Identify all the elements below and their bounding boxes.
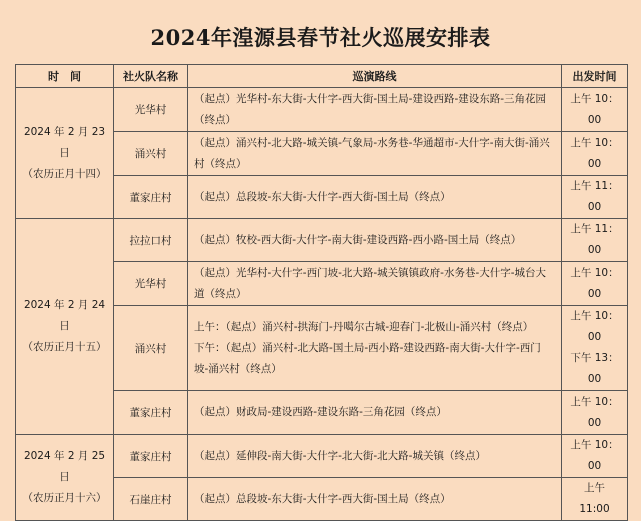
team-name-cell: 董家庄村 xyxy=(114,391,188,435)
team-name-cell: 石崖庄村 xyxy=(114,478,188,521)
route-text: 上午：（起点）涌兴村-拱海门-丹噶尔古城-迎春门-北极山-涌兴村（终点） 下午：（起点）涌兴村-北大路-国土局-西小路-建设西路-南大街-大什字-西门坡-涌兴村（终点） xyxy=(194,320,541,375)
team-name-cell: 涌兴村 xyxy=(114,132,188,176)
schedule-table xyxy=(15,64,628,521)
depart-time-text: 上午 10：00 xyxy=(570,266,619,300)
depart-time-cell xyxy=(562,478,628,521)
route-cell xyxy=(188,306,562,391)
depart-time-cell xyxy=(562,435,628,478)
schedule-body xyxy=(16,88,628,521)
depart-time-text: 下午 13：00 xyxy=(570,352,619,385)
depart-time-cell xyxy=(562,262,628,306)
date-cell xyxy=(16,435,114,521)
header-depart-time: 出发时间 xyxy=(562,65,628,88)
date-cell xyxy=(16,88,114,219)
route-text: （起点）牧校-西大街-大什字-南大街-建设西路-西小路-国土局（终点） xyxy=(194,233,522,246)
route-cell xyxy=(188,132,562,176)
depart-time-cell xyxy=(562,132,628,176)
lunar-date-text: （农历正月十五） xyxy=(22,341,107,353)
schedule-row xyxy=(16,435,628,478)
depart-time-text: 上午 10：00 xyxy=(570,136,619,170)
route-cell xyxy=(188,478,562,521)
depart-time-cell xyxy=(562,306,628,391)
team-name-cell: 董家庄村 xyxy=(114,176,188,219)
page-title: 2024年湟源县春节社火巡展安排表 xyxy=(150,25,491,50)
date-text: 2024 年 2 月 24 日 xyxy=(23,299,106,332)
route-text: （起点）光华村-大什字-西门坡-北大路-城关镇镇政府-水务巷-大什字-城台大道（终点） xyxy=(194,266,547,300)
team-name-cell: 光华村 xyxy=(114,88,188,132)
date-text: 2024 年 2 月 25 日 xyxy=(23,450,106,483)
depart-time-text: 上午 11：00 xyxy=(570,223,619,256)
date-text: 2024 年 2 月 23 日 xyxy=(23,125,106,159)
header-route: 巡演路线 xyxy=(188,65,562,88)
team-name-cell: 光华村 xyxy=(114,262,188,306)
route-cell xyxy=(188,176,562,219)
route-cell xyxy=(188,391,562,435)
depart-time-text: 上午 11：00 xyxy=(570,180,619,213)
header-row xyxy=(16,65,628,88)
schedule-row xyxy=(16,219,628,262)
route-cell xyxy=(188,435,562,478)
route-text: （起点）总段坡-东大街-大什字-西大街-国土局（终点） xyxy=(194,492,451,505)
depart-time-text: 上午 10：00 xyxy=(570,92,619,126)
date-cell xyxy=(16,219,114,435)
team-name-cell: 拉拉口村 xyxy=(114,219,188,262)
depart-time-text: 上午 10：00 xyxy=(570,395,619,429)
route-text: （起点）延伸段-南大街-大什字-北大街-北大路-城关镇（终点） xyxy=(194,449,486,462)
route-text: （起点）总段坡-东大街-大什字-西大街-国土局（终点） xyxy=(194,190,451,203)
depart-time-text: 上午 10：00 xyxy=(570,439,619,472)
depart-time-cell xyxy=(562,176,628,219)
route-cell xyxy=(188,219,562,262)
route-cell xyxy=(188,88,562,132)
depart-time-cell xyxy=(562,219,628,262)
route-text: （起点）光华村-东大街-大什字-西大街-国土局-建设西路-建设东路-三角花园（终点） xyxy=(194,92,547,126)
route-cell xyxy=(188,262,562,306)
depart-time-cell xyxy=(562,391,628,435)
route-text: （起点）财政局-建设西路-建设东路-三角花园（终点） xyxy=(194,406,447,418)
depart-time-text: 上午 10：00 xyxy=(570,310,619,343)
lunar-date-text: （农历正月十六） xyxy=(22,492,107,504)
header-team: 社火队名称 xyxy=(114,65,188,88)
schedule-row xyxy=(16,88,628,132)
team-name-cell: 涌兴村 xyxy=(114,306,188,391)
route-text: （起点）涌兴村-北大路-城关镇-气象局-水务巷-华通超市-大什字-南大街-涌兴村（终点） xyxy=(194,136,550,170)
depart-time-text: 上午 11:00 xyxy=(579,482,610,515)
lunar-date-text: （农历正月十四） xyxy=(22,167,107,180)
header-time: 时 间 xyxy=(16,65,114,88)
depart-time-cell xyxy=(562,88,628,132)
team-name-cell: 董家庄村 xyxy=(114,435,188,478)
